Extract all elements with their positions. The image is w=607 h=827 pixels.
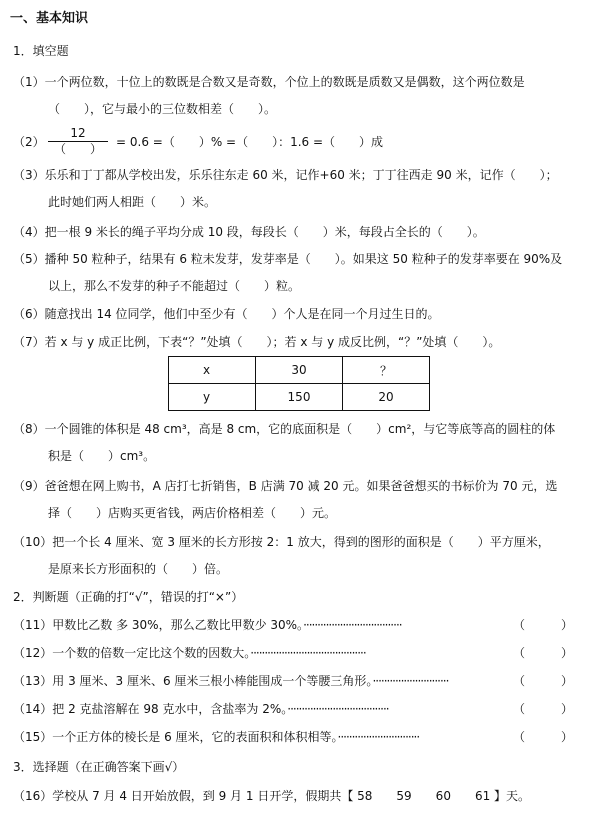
q1-line1: （1）一个两位数，十位上的数既是合数又是奇数，个位上的数既是质数又是偶数，这个两位数是 [13, 75, 525, 89]
q16: （16）学校从 7 月 4 日开始放假，到 9 月 1 日开学，假期共【 58 59 60 61 】天。 [13, 789, 531, 803]
q2-denominator: （ ） [53, 142, 102, 156]
q5-line2: 以上，那么不发芽的种子不能超过（ ）粒。 [48, 279, 301, 293]
answer-paren: （ ） [512, 702, 573, 716]
part2-title: 2．判断题（正确的打“√”，错误的打“×”） [13, 590, 244, 604]
q8-line2: 积是（ ）cm³。 [48, 449, 156, 463]
part1-title: 1．填空题 [13, 44, 69, 58]
table-cell: x [169, 357, 256, 384]
answer-paren: （ ） [512, 618, 573, 632]
judge-item-13 [13, 674, 573, 688]
table-row [169, 357, 430, 384]
table-cell: ？ [343, 357, 430, 384]
judge-text: （13）用 3 厘米、3 厘米、6 厘米三根小棒能围成一个等腰三角形。 [13, 674, 373, 688]
q3-line1: （3）乐乐和丁丁都从学校出发，乐乐往东走 60 米，记作+60 米；丁丁往西走 90 米，记作（ ）； [13, 168, 558, 182]
table-cell: 150 [256, 384, 343, 411]
judge-text: （11）甲数比乙数 多 30%，那么乙数比甲数少 30%。 [13, 618, 304, 632]
leader-dots: ···································· [287, 702, 389, 716]
q3-line2: 此时她们两人相距（ ）米。 [48, 195, 217, 209]
q1-line2: （ ），它与最小的三位数相差（ ）。 [48, 102, 277, 116]
q2-numerator: 12 [70, 126, 86, 140]
q7: （7）若 x 与 y 成正比例，下表“？”处填（ ）；若 x 与 y 成反比例，“？”处填（ ）。 [13, 335, 501, 349]
judge-item-11 [13, 618, 573, 632]
leader-dots: ········································· [250, 646, 366, 660]
answer-paren: （ ） [512, 646, 573, 660]
judge-item-14 [13, 702, 573, 716]
table-cell: 30 [256, 357, 343, 384]
part3-title: 3．选择题（在正确答案下画√） [13, 760, 185, 774]
q4: （4）把一根 9 米长的绳子平均分成 10 段，每段长（ ）米，每段占全长的（ ）。 [13, 225, 485, 239]
section-title: 一、基本知识 [10, 11, 89, 26]
q6: （6）随意找出 14 位同学，他们中至少有（ ）个人是在同一个月过生日的。 [13, 307, 440, 321]
q2-rest: = 0.6 =（ ）% =（ ）：1.6 =（ ）成 [116, 135, 384, 149]
ratio-table [168, 356, 430, 411]
leader-dots: ··························· [372, 674, 449, 688]
q9-line1: （9）爸爸想在网上购书，A 店打七折销售，B 店满 70 减 20 元。如果爸爸想买的书标价为 70 元，选 [13, 479, 558, 493]
q5-line1: （5）播种 50 粒种子，结果有 6 粒未发芽，发芽率是（ ）。如果这 50 粒种子的发芽率要在 90%及 [13, 252, 563, 266]
q2-prefix: （2） [13, 135, 45, 149]
answer-paren: （ ） [512, 730, 573, 744]
q9-line2: 择（ ）店购买更省钱，两店价格相差（ ）元。 [48, 506, 337, 520]
leader-dots: ····························· [337, 730, 420, 744]
q10-line2: 是原来长方形面积的（ ）倍。 [48, 562, 229, 576]
judge-item-12 [13, 646, 573, 660]
answer-paren: （ ） [512, 674, 573, 688]
table-cell: 20 [343, 384, 430, 411]
q2-fraction [48, 127, 108, 156]
judge-text: （12）一个数的倍数一定比这个数的因数大。 [13, 646, 251, 660]
judge-text: （15）一个正方体的棱长是 6 厘米，它的表面积和体积相等。 [13, 730, 338, 744]
table-cell: y [169, 384, 256, 411]
judge-item-15 [13, 730, 573, 744]
q10-line1: （10）把一个长 4 厘米、宽 3 厘米的长方形按 2：1 放大，得到的图形的面积是（ ）平方厘米， [13, 535, 550, 549]
leader-dots: ··································· [303, 618, 402, 632]
judge-text: （14）把 2 克盐溶解在 98 克水中，含盐率为 2%。 [13, 702, 288, 716]
q8-line1: （8）一个圆锥的体积是 48 cm³，高是 8 cm，它的底面积是（ ）cm²，与它等底等高的圆柱的体 [13, 422, 556, 436]
table-row [169, 384, 430, 411]
